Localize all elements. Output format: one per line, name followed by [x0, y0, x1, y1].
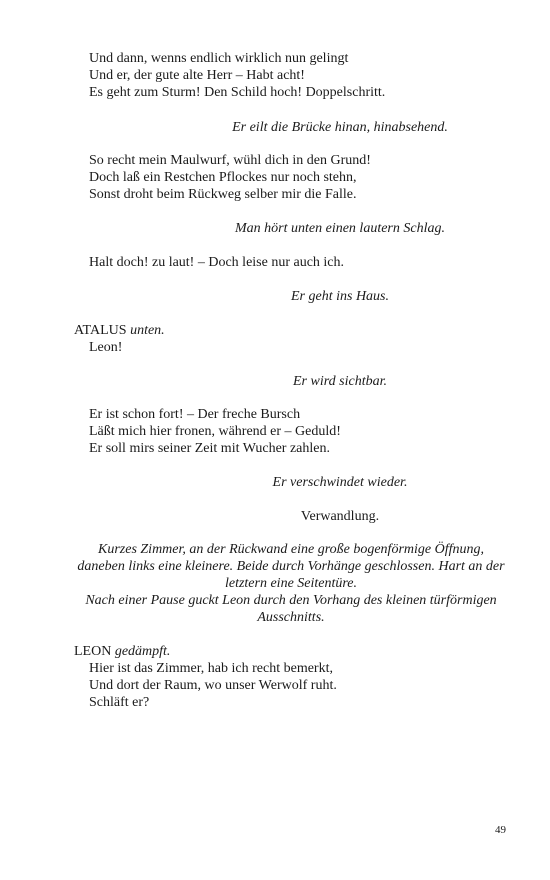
verse-line: Läßt mich hier fronen, während er – Geduld! [89, 424, 341, 439]
speaker-direction: gedämpft. [114, 644, 171, 659]
stage-direction: Man hört unten einen lautern Schlag. [235, 221, 445, 236]
verse-line: Sonst droht beim Rückweg selber mir die Falle. [89, 187, 357, 202]
verse-line: Es geht zum Sturm! Den Schild hoch! Doppelschritt. [89, 85, 386, 100]
scene-change: Verwandlung. [300, 509, 380, 524]
stage-direction: Er wird sichtbar. [293, 374, 387, 389]
verse-line: Und dort der Raum, wo unser Werwolf ruht. [89, 678, 337, 693]
stage-direction: Er eilt die Brücke hinan, hinabsehend. [232, 120, 448, 135]
speaker-name: ATALUS [74, 323, 127, 338]
verse-line: Und er, der gute alte Herr – Habt acht! [89, 68, 305, 83]
verse-line: Leon! [89, 340, 123, 355]
speaker-name: LEON [74, 644, 112, 659]
verse-line: Schläft er? [89, 695, 150, 710]
speaker-heading [74, 322, 165, 339]
speaker-direction: unten. [130, 323, 165, 338]
page-number: 49 [495, 824, 506, 836]
setting-description: Nach einer Pause guckt Leon durch den Vorhang des kleinen türförmigen Ausschnitts. [85, 593, 497, 625]
verse-line: Halt doch! zu laut! – Doch leise nur auch ich. [89, 255, 345, 270]
verse-line: So recht mein Maulwurf, wühl dich in den Grund! [89, 153, 371, 168]
setting-description: Kurzes Zimmer, an der Rückwand eine große bogenförmige Öffnung, daneben links eine kleinere. Beide durch Vorhänge geschlossen. Hart an der letztern eine Seitentüre. [77, 542, 505, 591]
verse-line: Er soll mirs seiner Zeit mit Wucher zahlen. [89, 441, 330, 456]
verse-line: Hier ist das Zimmer, hab ich recht bemerkt, [89, 661, 333, 676]
verse-line: Doch laß ein Restchen Pflockes nur noch stehn, [89, 170, 357, 185]
speaker-heading [74, 643, 170, 660]
verse-line: Er ist schon fort! – Der freche Bursch [89, 407, 301, 422]
verse-line: Und dann, wenns endlich wirklich nun gelingt [89, 51, 349, 66]
stage-direction: Er geht ins Haus. [291, 289, 389, 304]
stage-direction: Er verschwindet wieder. [272, 475, 408, 490]
